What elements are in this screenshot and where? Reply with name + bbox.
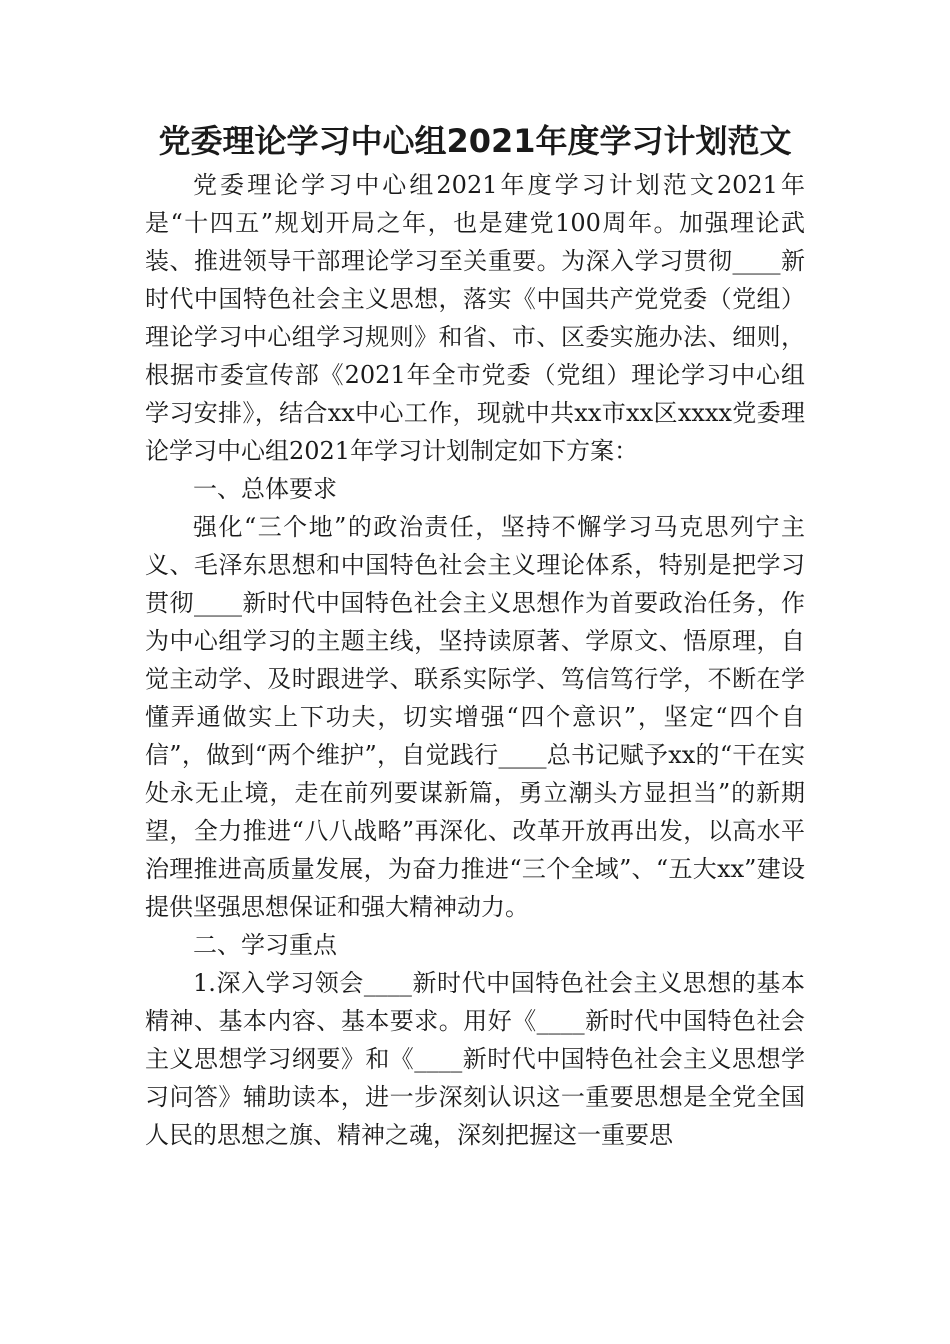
intro-paragraph: 党委理论学习中心组2021年度学习计划范文2021年是“十四五”规划开局之年，也是建党100周年。加强理论武装、推进领导干部理论学习至关重要。为深入学习贯彻____新时代中国特色社会主义思想，落实《中国共产党党委（党组）理论学习中心组学习规则》和省、市、区委实施办法、细则，根据市委宣传部《2021年全市党委（党组）理论学习中心组学习安排》，结合xx中心工作，现就中共xx市xx区xxxx党委理论学习中心组2021年学习计划制定如下方案： [145,171,805,465]
document-body [145,166,805,1154]
section-heading-general-requirements: 一、总体要求 [193,475,337,503]
general-requirements-paragraph: 强化“三个地”的政治责任，坚持不懈学习马克思列宁主义、毛泽东思想和中国特色社会主义理论体系，特别是把学习贯彻____新时代中国特色社会主义思想作为首要政治任务，作为中心组学习的主题主线，坚持读原著、学原文、悟原理，自觉主动学、及时跟进学、联系实际学、笃信笃行学，不断在学懂弄通做实上下功夫，切实增强“四个意识”，坚定“四个自信”，做到“两个维护”，自觉践行____总书记赋予xx的“干在实处永无止境，走在前列要谋新篇，勇立潮头方显担当”的新期望，全力推进“八八战略”再深化、改革开放再出发，以高水平治理推进高质量发展，为奋力推进“三个全域”、“五大xx”建设提供坚强思想保证和强大精神动力。 [145,513,805,921]
section-heading-study-focus: 二、学习重点 [193,931,337,959]
document-title: 党委理论学习中心组2021年度学习计划范文 [158,122,792,160]
study-focus-item-1: 1.深入学习领会____新时代中国特色社会主义思想的基本精神、基本内容、基本要求。用好《____新时代中国特色社会主义思想学习纲要》和《____新时代中国特色社会主义思想学习问答》辅助读本，进一步深刻认识这一重要思想是全党全国人民的思想之旗、精神之魂，深刻把握这一重要思 [145,969,805,1149]
